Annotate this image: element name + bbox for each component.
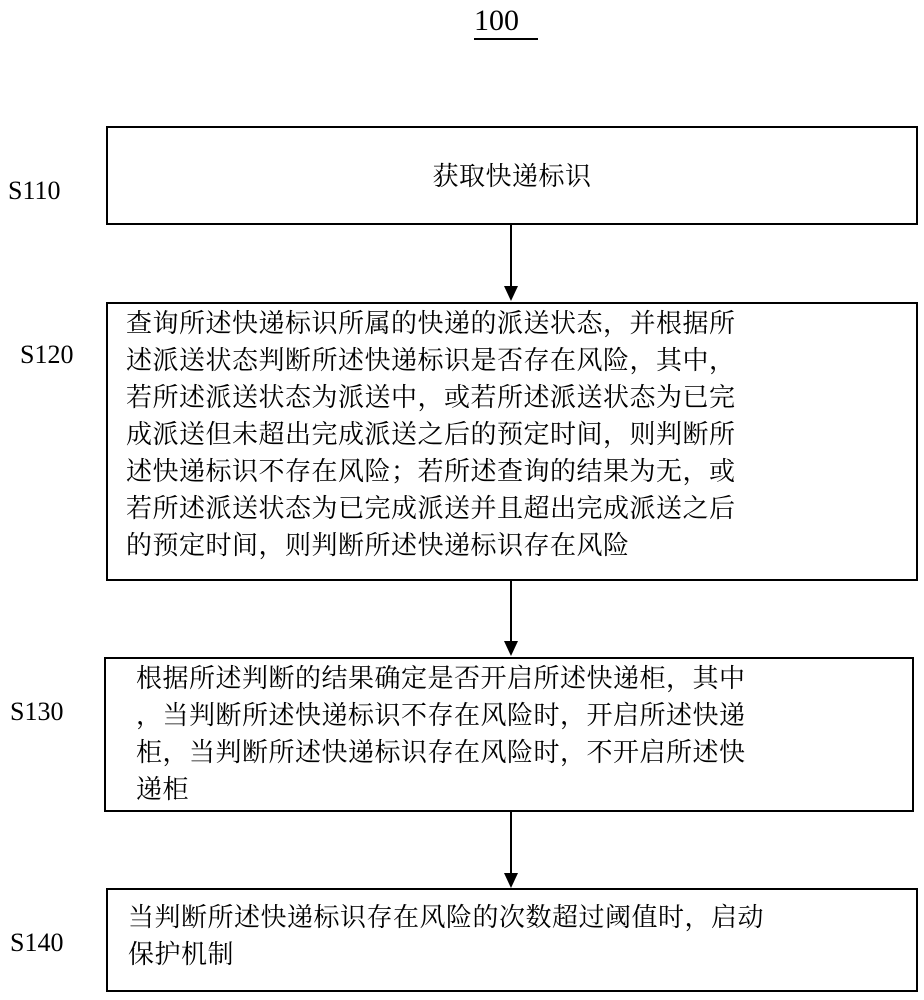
step-label-s110: S110 (8, 176, 61, 205)
step-box-s120 (106, 302, 918, 581)
step-box-s140 (106, 888, 918, 992)
step-label-s140: S140 (10, 928, 64, 957)
step-text-s110: 获取快递标识 (432, 162, 592, 192)
step-label-s120: S120 (20, 340, 74, 369)
step-text-s140: 当判断所述快递标识存在风险的次数超过阈值时，启动 保护机制 (128, 903, 765, 970)
figure-number: 100 (474, 4, 519, 37)
step-label-s130: S130 (10, 697, 64, 726)
step-box-s130 (104, 657, 914, 812)
step-box-s110 (106, 126, 918, 225)
figure-number-underline (474, 38, 538, 40)
step-text-s120: 查询所述快递标识所属的快递的派送状态，并根据所 述派送状态判断所述快递标识是否存在风险，其中， 若所述派送状态为派送中，或若所述派送状态为已完 成派送但未超出完成派送之后的预定时间，则判断所 述快递标识不存在风险；若所述查询的结果为无，或 若所述派送状态为已完成派送并且超出完成派送之后 的预定时间，则判断所述快递标识存在风险 (126, 309, 736, 561)
step-text-s130: 根据所述判断的结果确定是否开启所述快递柜，其中 ，当判断所述快递标识不存在风险时，开启所述快递 柜，当判断所述快递标识存在风险时，不开启所述快 递柜 (136, 664, 746, 805)
